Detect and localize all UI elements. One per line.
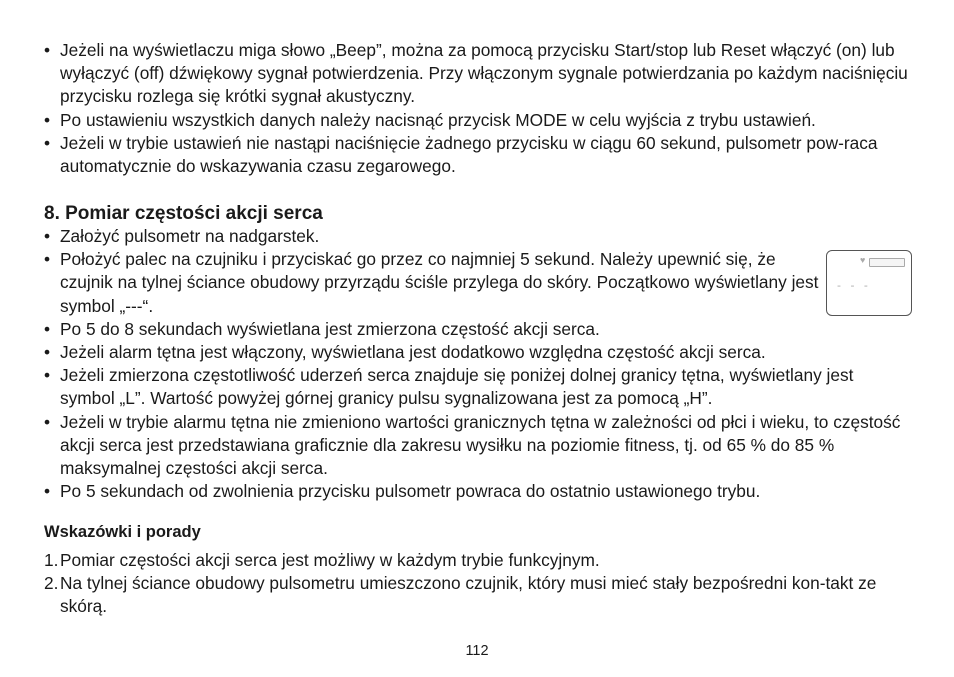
bullet-mark: • bbox=[44, 342, 51, 363]
bullet-mark: • bbox=[44, 109, 51, 130]
bullet-mark: • bbox=[44, 226, 51, 246]
list-item-text: Jeżeli na wyświetlaczu miga słowo „Beep”, można za pomocą przycisku Start/stop lub Reset włączyć (on) lub wyłączyć (off) dźwiękowy sygnał potwierdzenia. Przy włączonym sygnale potwierdzania po każdym naciśnięciu przycisku rozlega się krótki sygnał akustyczny. bbox=[60, 40, 908, 107]
list-item bbox=[44, 225, 910, 248]
display-bar-segment bbox=[869, 258, 905, 267]
bullet-mark: • bbox=[44, 132, 51, 153]
list-item-text: Po 5 do 8 sekundach wyświetlana jest zmierzona częstość akcji serca. bbox=[60, 318, 600, 339]
list-item bbox=[44, 364, 910, 410]
bullet-mark: • bbox=[44, 365, 51, 386]
list-item bbox=[44, 341, 910, 364]
list-item-text: Jeżeli w trybie alarmu tętna nie zmieniono wartości granicznych tętna w zależności od płci i wieku, to częstość akcji serca jest przedstawiana graficznie dla zakresu wysiłku na poziomie fitness, tj. od 65 % do 85 % maksymalnej częstości akcji serca. bbox=[60, 411, 901, 479]
list-item-text: Jeżeli alarm tętna jest włączony, wyświetlana jest dodatkowo względna częstość akcji serca. bbox=[60, 342, 766, 363]
list-item bbox=[44, 248, 820, 318]
list-item bbox=[44, 318, 910, 341]
list-item-text: Po ustawieniu wszystkich danych należy nacisnąć przycisk MODE w celu wyjścia z trybu ustawień. bbox=[60, 109, 816, 130]
tips-numbered-list bbox=[44, 549, 904, 619]
section-heading-tips: Wskazówki i porady bbox=[44, 523, 201, 541]
list-item bbox=[44, 132, 910, 178]
list-item bbox=[44, 549, 904, 572]
list-item-text: Pomiar częstości akcji serca jest możliwy w każdym trybie funkcyjnym. bbox=[60, 550, 600, 570]
list-item bbox=[44, 39, 910, 109]
settings-bullet-list bbox=[44, 39, 910, 178]
list-item-number: 2. bbox=[44, 573, 59, 594]
list-item-text: Jeżeli w trybie ustawień nie nastąpi naciśnięcie żadnego przycisku w ciągu 60 sekund, pulsometr pow-raca automatycznie do wskazywania czasu zegarowego. bbox=[60, 132, 878, 177]
display-dashes: - - - bbox=[837, 279, 871, 292]
list-item bbox=[44, 480, 910, 503]
list-item-text: Po 5 sekundach od zwolnienia przycisku pulsometr powraca do ostatnio ustawionego trybu. bbox=[60, 481, 761, 502]
list-item bbox=[44, 109, 910, 132]
bullet-mark: • bbox=[44, 411, 51, 432]
page-number: 112 bbox=[465, 643, 489, 659]
list-item-text: Założyć pulsometr na nadgarstek. bbox=[60, 226, 320, 246]
list-item-number: 1. bbox=[44, 550, 59, 570]
bullet-mark: • bbox=[44, 318, 51, 339]
heart-rate-bullet-list bbox=[44, 225, 910, 503]
list-item bbox=[44, 411, 910, 481]
list-item-text: Położyć palec na czujniku i przyciskać go przez co najmniej 5 sekund. Należy upewnić się, że czujnik na tylnej ściance obudowy przyrządu ściśle przylega do skóry. Początkowo wyświetlany jest symbol „---“. bbox=[60, 249, 819, 316]
watch-display-illustration bbox=[826, 250, 912, 316]
section-heading-heart-rate: 8. Pomiar częstości akcji serca bbox=[44, 203, 323, 224]
list-item-text: Jeżeli zmierzona częstotliwość uderzeń serca znajduje się poniżej dolnej granicy tętna, wyświetlany jest symbol „L”. Wartość powyżej górnej granicy pulsu sygnalizowana jest za pomocą „H”. bbox=[60, 365, 854, 409]
list-item-text: Na tylnej ściance obudowy pulsometru umieszczono czujnik, który musi mieć stały bezpośredni kon-takt ze skórą. bbox=[60, 573, 877, 617]
bullet-mark: • bbox=[44, 249, 51, 270]
list-item bbox=[44, 572, 904, 618]
bullet-mark: • bbox=[44, 481, 51, 502]
heart-icon: ♥ bbox=[860, 255, 866, 265]
bullet-mark: • bbox=[44, 40, 51, 60]
